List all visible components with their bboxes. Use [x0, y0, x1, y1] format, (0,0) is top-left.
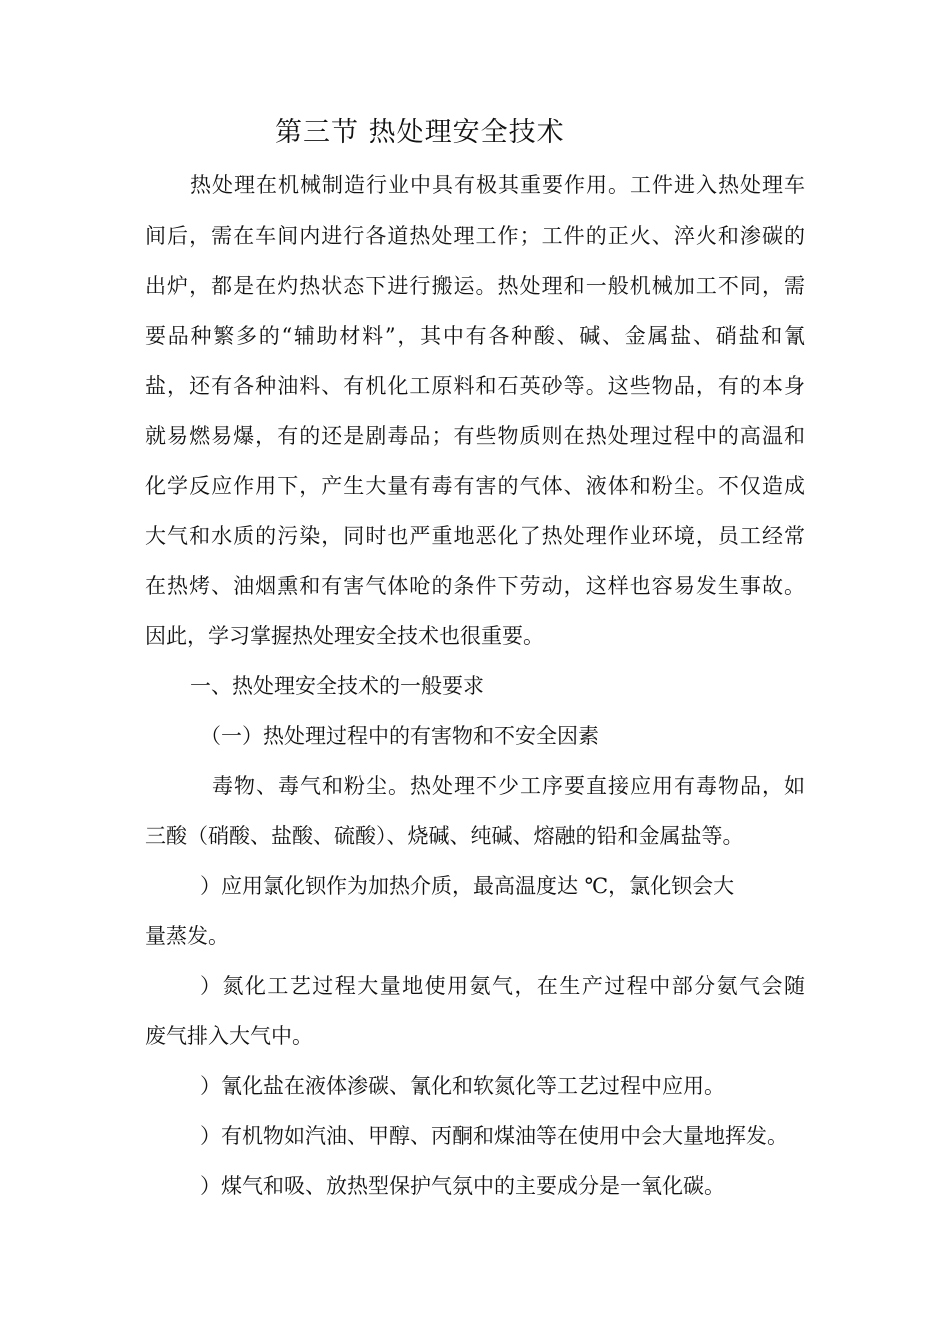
paragraph-line: 间后，需在车间内进行各道热处理工作；工件的正火、淬火和渗碳的 [145, 224, 805, 248]
paragraph-line: 三酸（硝酸、盐酸、硫酸）、烧碱、纯碱、熔融的铅和金属盐等。 [145, 824, 744, 848]
paragraph-line: 毒物、毒气和粉尘。热处理不少工序要直接应用有毒物品，如 [212, 774, 805, 798]
paragraph-line: 大气和水质的污染，同时也严重地恶化了热处理作业环境，员工经常 [145, 524, 805, 548]
paragraph-line: 出炉，都是在灼热状态下进行搬运。热处理和一般机械加工不同，需 [145, 274, 805, 298]
paragraph-line: 就易燃易爆，有的还是剧毒品；有些物质则在热处理过程中的高温和 [145, 424, 805, 448]
list-item-line: ）煤气和吸、放热型保护气氛中的主要成分是一氧化碳。 [200, 1174, 725, 1198]
paragraph-line: 在热烤、油烟熏和有害气体呛的条件下劳动，这样也容易发生事故。 [145, 574, 805, 598]
heading-level-1: 一、热处理安全技术的一般要求 [190, 674, 484, 698]
paragraph-line: 要品种繁多的“辅助材料”，其中有各种酸、碱、金属盐、硝盐和氰 [145, 324, 805, 348]
paragraph-line: 热处理在机械制造行业中具有极其重要作用。工件进入热处理车 [190, 173, 805, 197]
list-item-line: ）应用氯化钡作为加热介质，最高温度达 ℃，氯化钡会大 [200, 874, 735, 898]
paragraph-line: 化学反应作用下，产生大量有毒有害的气体、液体和粉尘。不仅造成 [145, 474, 805, 498]
paragraph-line: 因此，学习掌握热处理安全技术也很重要。 [145, 624, 544, 648]
list-item-line: ）有机物如汽油、甲醇、丙酮和煤油等在使用中会大量地挥发。 [200, 1124, 788, 1148]
heading-level-2: （一）热处理过程中的有害物和不安全因素 [200, 724, 599, 748]
list-item-line: ）氮化工艺过程大量地使用氨气，在生产过程中部分氨气会随 [200, 974, 805, 998]
list-item-line: ）氰化盐在液体渗碳、氰化和软氮化等工艺过程中应用。 [200, 1074, 725, 1098]
section-title: 第三节 热处理安全技术 [275, 117, 565, 148]
list-item-line: 量蒸发。 [145, 924, 229, 948]
paragraph-line: 盐，还有各种油料、有机化工原料和石英砂等。这些物品，有的本身 [145, 374, 805, 398]
list-item-line: 废气排入大气中。 [145, 1024, 313, 1048]
